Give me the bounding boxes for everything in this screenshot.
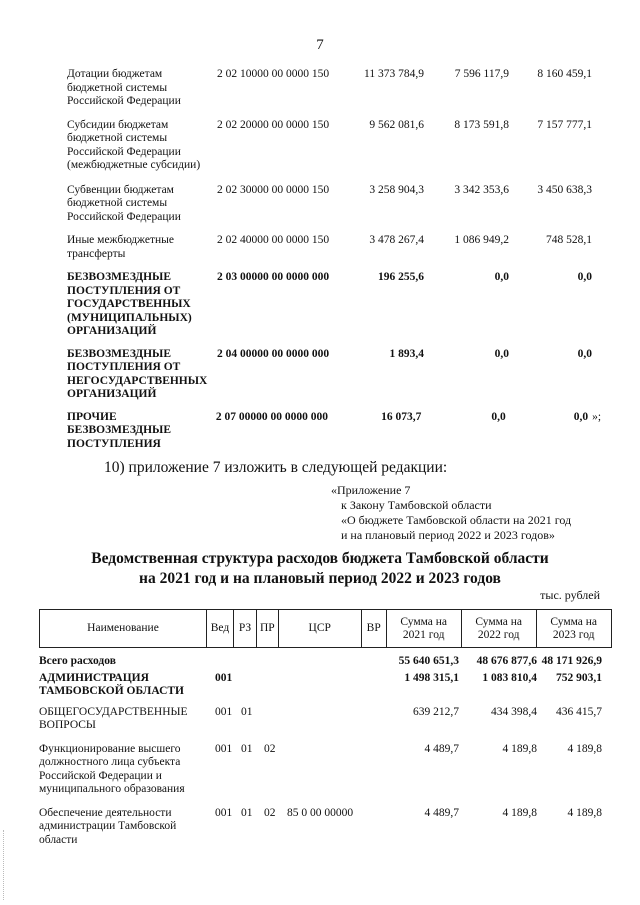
header-rz: РЗ xyxy=(234,610,257,648)
value-2022: 8 173 591,8 xyxy=(454,118,509,131)
sum-2021: 55 640 651,3 xyxy=(398,655,459,667)
value-2022: 0,0 xyxy=(494,347,509,360)
title-line: на 2021 год и на плановый период 2022 и 2023 годов xyxy=(139,570,501,587)
row-name: Иные межбюджетные трансферты xyxy=(67,234,174,260)
row-code: 2 02 40000 00 0000 150 xyxy=(217,234,330,246)
value-2021: 11 373 784,9 xyxy=(364,68,424,80)
appendix-line: «О бюджете Тамбовской области на 2021 год xyxy=(341,513,572,527)
appendix-line: и на плановый период 2022 и 2023 годов» xyxy=(341,528,555,542)
value-2021: 3 258 904,3 xyxy=(369,183,424,196)
table-row xyxy=(39,672,602,699)
value-2021: 1 893,4 xyxy=(389,347,424,360)
sum-2021: 1 498 315,1 xyxy=(404,671,459,684)
row-name: Субвенции бюджетам бюджетной системы Российской Федерации xyxy=(67,183,181,223)
value-2023: 8 160 459,1 xyxy=(537,68,592,80)
table-row xyxy=(67,119,607,173)
row-name: БЕЗВОЗМЕЗДНЫЕ ПОСТУПЛЕНИЯ ОТ НЕГОСУДАРСТВЕННЫХ ОРГАНИЗАЦИЙ xyxy=(67,347,208,400)
row-rz: 01 xyxy=(241,742,253,755)
table-row xyxy=(67,234,607,261)
title-line: Ведомственная структура расходов бюджета Тамбовской области xyxy=(91,550,549,567)
row-code: 2 04 00000 00 0000 000 xyxy=(217,347,330,360)
row-name: Дотации бюджетам бюджетной системы Российской Федерации xyxy=(67,68,181,107)
value-2022: 0,0 xyxy=(494,271,509,283)
scan-edge-mark xyxy=(3,830,6,900)
header-vr: ВР xyxy=(361,610,386,648)
sum-2021: 4 489,7 xyxy=(424,806,459,819)
header-sum-2023: Сумма на 2023 год xyxy=(536,610,611,648)
table-row xyxy=(39,743,602,797)
value-2023: 0,0 xyxy=(577,271,592,283)
row-name: Всего расходов xyxy=(39,655,116,667)
sum-2021: 4 489,7 xyxy=(424,742,459,755)
row-ved: 001 xyxy=(215,742,233,755)
appendix-line: «Приложение 7 xyxy=(331,483,411,497)
value-2022: 0,0 xyxy=(491,410,506,423)
sum-2022: 1 083 810,4 xyxy=(482,671,537,684)
revenue-table xyxy=(67,68,607,451)
table-row xyxy=(39,807,602,848)
row-code: 2 07 00000 00 0000 000 xyxy=(215,410,329,423)
sum-2022: 4 189,8 xyxy=(502,742,537,755)
row-code: 2 02 10000 00 0000 150 xyxy=(217,68,330,80)
document-title xyxy=(0,549,640,589)
value-2022: 1 086 949,2 xyxy=(454,234,509,246)
value-2023: 748 528,1 xyxy=(546,234,592,246)
value-2022: 3 342 353,6 xyxy=(454,183,509,196)
row-ved: 001 xyxy=(215,705,233,718)
value-2023: 3 450 638,3 xyxy=(537,183,592,196)
header-pr: ПР xyxy=(257,610,279,648)
header-name: Наименование xyxy=(40,610,207,648)
header-csr: ЦСР xyxy=(278,610,361,648)
sum-2022: 48 676 877,6 xyxy=(476,655,537,667)
table-row xyxy=(39,706,602,733)
row-pr: 02 xyxy=(264,742,276,755)
value-2023: 0,0 xyxy=(573,410,589,423)
value-2023: 7 157 777,1 xyxy=(537,118,592,131)
table-row xyxy=(67,348,607,402)
table-row xyxy=(67,271,607,339)
sum-2022: 4 189,8 xyxy=(502,806,537,819)
row-name: АДМИНИСТРАЦИЯ ТАМБОВСКОЙ ОБЛАСТИ xyxy=(39,671,185,697)
budget-table-header xyxy=(39,609,612,648)
header-sum-2021: Сумма на 2021 год xyxy=(386,610,461,648)
sum-2023: 436 415,7 xyxy=(556,705,602,718)
units-label: тыс. рублей xyxy=(540,588,600,602)
row-csr: 85 0 00 00000 xyxy=(287,806,354,819)
amendment-item: 10) приложение 7 изложить в следующей редакции: xyxy=(104,459,448,476)
row-name: БЕЗВОЗМЕЗДНЫЕ ПОСТУПЛЕНИЯ ОТ ГОСУДАРСТВЕННЫХ (МУНИЦИПАЛЬНЫХ) ОРГАНИЗАЦИЙ xyxy=(67,271,192,337)
row-name: Функционирование высшего должностного лица субъекта Российской Федерации и муниципального образования xyxy=(39,742,185,795)
row-name: Обеспечение деятельности администрации Тамбовской области xyxy=(39,806,177,846)
row-rz: 01 xyxy=(241,806,253,819)
row-ved: 001 xyxy=(215,806,233,819)
row-name: ОБЩЕГОСУДАРСТВЕННЫЕ ВОПРОСЫ xyxy=(39,705,188,731)
sum-2022: 434 398,4 xyxy=(491,705,537,718)
sum-2023: 4 189,8 xyxy=(567,742,602,755)
sum-2023: 752 903,1 xyxy=(556,671,602,684)
row-pr: 02 xyxy=(264,806,276,819)
table-row xyxy=(67,411,607,452)
closing-quote: »; xyxy=(592,410,602,423)
header-ved: Вед xyxy=(207,610,234,648)
row-name: ПРОЧИЕ БЕЗВОЗМЕЗДНЫЕ ПОСТУПЛЕНИЯ xyxy=(67,410,172,450)
row-code: 2 02 20000 00 0000 150 xyxy=(217,118,330,131)
row-rz: 01 xyxy=(241,705,253,718)
row-name: Субсидии бюджетам бюджетной системы Российской Федерации (межбюджетные субсидии) xyxy=(67,118,201,171)
row-code: 2 02 30000 00 0000 150 xyxy=(217,183,330,196)
table-row xyxy=(39,655,602,669)
page-number: 7 xyxy=(316,37,324,53)
sum-2023: 4 189,8 xyxy=(567,806,602,819)
row-ved: 001 xyxy=(215,671,233,684)
budget-table-body xyxy=(39,655,602,847)
sum-2021: 639 212,7 xyxy=(413,705,459,718)
value-2021: 16 073,7 xyxy=(381,410,422,423)
appendix-line: к Закону Тамбовской области xyxy=(341,498,492,512)
value-2022: 7 596 117,9 xyxy=(454,68,509,80)
sum-2023: 48 171 926,9 xyxy=(541,655,602,667)
header-sum-2022: Сумма на 2022 год xyxy=(461,610,536,648)
value-2021: 9 562 081,6 xyxy=(369,118,424,131)
value-2021: 196 255,6 xyxy=(378,271,424,283)
table-row xyxy=(67,184,607,225)
appendix-header xyxy=(331,483,571,543)
value-2021: 3 478 267,4 xyxy=(369,234,424,246)
row-code: 2 03 00000 00 0000 000 xyxy=(217,271,330,283)
table-row xyxy=(67,68,607,109)
value-2023: 0,0 xyxy=(577,347,592,360)
